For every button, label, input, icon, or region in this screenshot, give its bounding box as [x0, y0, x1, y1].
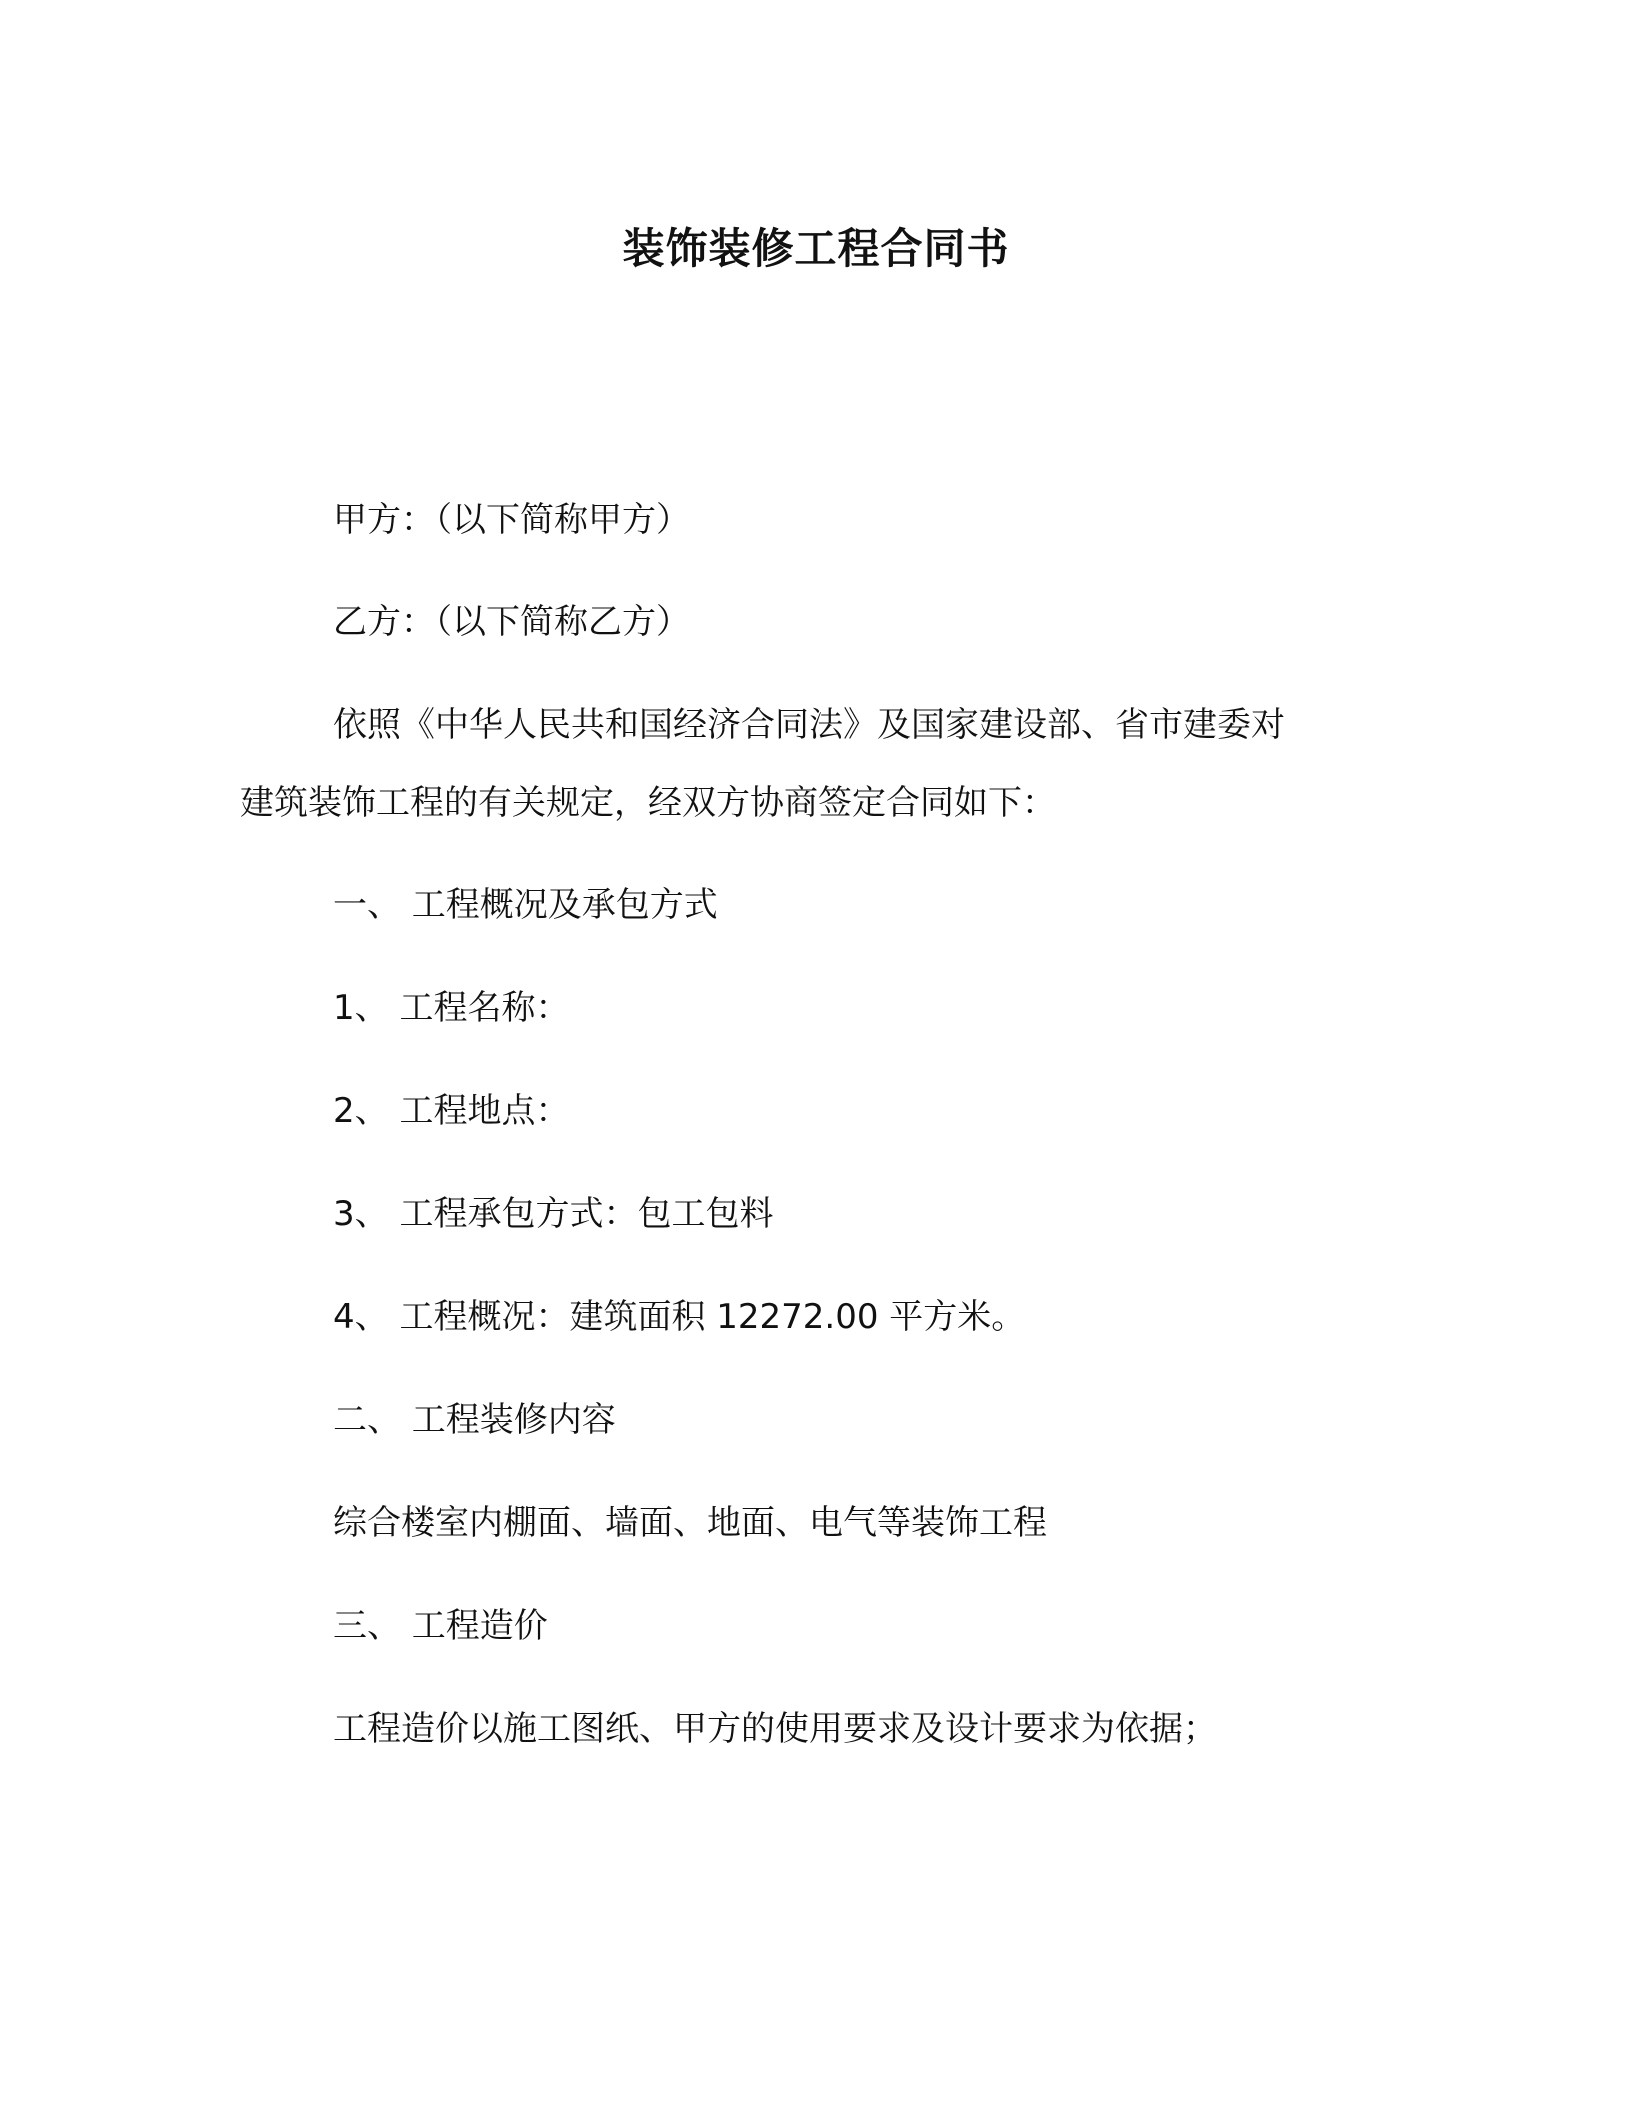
section-3-text: 工程造价以施工图纸、甲方的使用要求及设计要求为依据； [333, 1709, 1217, 1749]
item-3-contract-method: 3、 工程承包方式：包工包料 [333, 1194, 774, 1234]
document-title: 装饰装修工程合同书 [622, 224, 1010, 273]
item-1-project-name: 1、 工程名称： [333, 988, 570, 1028]
party-a-line: 甲方：（以下简称甲方） [333, 500, 690, 540]
item-2-project-location: 2、 工程地点： [333, 1091, 570, 1131]
preamble-line-2: 建筑装饰工程的有关规定，经双方协商签定合同如下： [240, 783, 1056, 823]
section-2-text: 综合楼室内棚面、墙面、地面、电气等装饰工程 [333, 1503, 1047, 1543]
party-b-line: 乙方：（以下简称乙方） [333, 602, 690, 642]
section-1-heading: 一、 工程概况及承包方式 [333, 885, 718, 925]
section-3-heading: 三、 工程造价 [333, 1606, 548, 1646]
item-4-project-overview: 4、 工程概况：建筑面积 12272.00 平方米。 [333, 1297, 1026, 1337]
section-2-heading: 二、 工程装修内容 [333, 1400, 616, 1440]
preamble-line-1: 依照《中华人民共和国经济合同法》及国家建设部、省市建委对 [333, 705, 1285, 745]
